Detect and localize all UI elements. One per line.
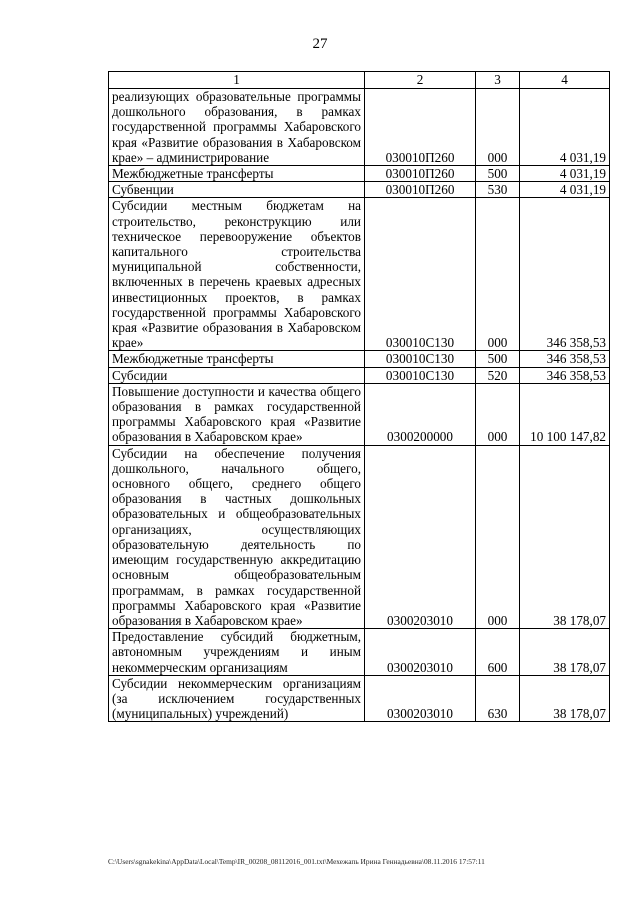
row-kvr: 500: [476, 166, 520, 182]
table-row: [109, 198, 610, 351]
file-path-footer: C:\Users\sgnakekina\AppData\Local\Temp\IR_00208_08112016_001.txt\Мехежапь Ирина Геннадьевна\08.11.2016 17:57:11: [108, 857, 485, 866]
row-name: Предоставление субсидий бюджетным, автономным учреждениям и иным некоммерческим организациям: [109, 629, 365, 676]
table-row: [109, 166, 610, 182]
table-row: [109, 89, 610, 166]
row-sum: 346 358,53: [520, 367, 610, 383]
row-code: 030010П260: [365, 166, 476, 182]
table-header-row: [109, 72, 610, 89]
row-sum: 38 178,07: [520, 675, 610, 722]
row-kvr: 600: [476, 629, 520, 676]
column-header-code: 2: [365, 72, 476, 89]
row-sum: 38 178,07: [520, 445, 610, 628]
row-code: 0300203010: [365, 675, 476, 722]
row-sum: 38 178,07: [520, 629, 610, 676]
row-sum: 10 100 147,82: [520, 383, 610, 445]
row-sum: 4 031,19: [520, 89, 610, 166]
row-sum: 4 031,19: [520, 166, 610, 182]
row-kvr: 520: [476, 367, 520, 383]
table-row: [109, 383, 610, 445]
row-code: 030010С130: [365, 351, 476, 367]
row-name: Субвенции: [109, 182, 365, 198]
row-sum: 346 358,53: [520, 198, 610, 351]
row-code: 0300200000: [365, 383, 476, 445]
row-sum: 4 031,19: [520, 182, 610, 198]
row-name: Межбюджетные трансферты: [109, 166, 365, 182]
row-code: 0300203010: [365, 629, 476, 676]
row-kvr: 630: [476, 675, 520, 722]
row-code: 030010П260: [365, 182, 476, 198]
row-code: 030010С130: [365, 198, 476, 351]
column-header-kvr: 3: [476, 72, 520, 89]
row-kvr: 000: [476, 383, 520, 445]
row-kvr: 000: [476, 89, 520, 166]
row-sum: 346 358,53: [520, 351, 610, 367]
table-row: [109, 629, 610, 676]
table-row: [109, 367, 610, 383]
table-row: [109, 445, 610, 628]
table-row: [109, 351, 610, 367]
row-kvr: 000: [476, 198, 520, 351]
row-name: реализующих образовательные программы дошкольного образования, в рамках государственной программы Хабаровского края «Развитие образования в Хабаровском крае» – администрирование: [109, 89, 365, 166]
row-name: Субсидии на обеспечение получения дошкольного, начального общего, основного общего, среднего общего образования в частных дошкольных образовательных и общеобразовательных организациях, осуществляющих образовательную деятельность по имеющим государственную аккредитацию основным общеобразовательным программам, в рамках государственной программы Хабаровского края «Развитие образования в Хабаровском крае»: [109, 445, 365, 628]
table-row: [109, 182, 610, 198]
page-number: 27: [312, 36, 328, 52]
column-header-sum: 4: [520, 72, 610, 89]
row-name: Субсидии некоммерческим организациям (за исключением государственных (муниципальных) учреждений): [109, 675, 365, 722]
row-kvr: 000: [476, 445, 520, 628]
budget-table: [108, 71, 610, 722]
row-code: 030010С130: [365, 367, 476, 383]
row-code: 030010П260: [365, 89, 476, 166]
column-header-name: 1: [109, 72, 365, 89]
row-name: Субсидии: [109, 367, 365, 383]
row-kvr: 500: [476, 351, 520, 367]
row-name: Повышение доступности и качества общего образования в рамках государственной программы Хабаровского края «Развитие образования в Хабаровском крае»: [109, 383, 365, 445]
row-code: 0300203010: [365, 445, 476, 628]
table-row: [109, 675, 610, 722]
row-kvr: 530: [476, 182, 520, 198]
row-name: Субсидии местным бюджетам на строительство, реконструкцию или техническое перевооружение объектов капитального строительства муниципальной собственности, включенных в перечень краевых адресных инвестиционных проектов, в рамках государственной программы Хабаровского края «Развитие образования в Хабаровском крае»: [109, 198, 365, 351]
row-name: Межбюджетные трансферты: [109, 351, 365, 367]
